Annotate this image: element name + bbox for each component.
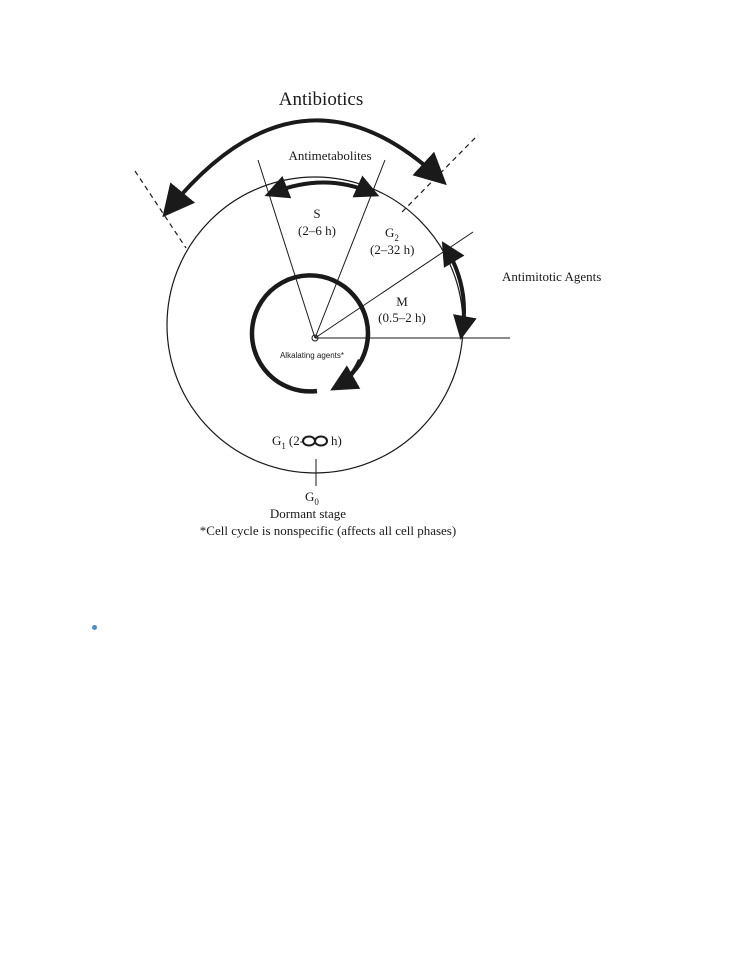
phase-g2-label: $G_2$	[385, 225, 399, 243]
antibiotics-right-dash	[402, 135, 478, 212]
antimetabolites-arrow	[272, 183, 372, 194]
infinity-icon	[303, 437, 327, 446]
phase-g2-duration: (2–32 h)	[370, 242, 415, 257]
antimetabolites-label: Antimetabolites	[288, 148, 372, 163]
inner-circle-arrow	[338, 360, 360, 386]
footnote: *Cell cycle is nonspecific (affects all cell phases)	[199, 523, 457, 538]
phase-m-duration: (0.5–2 h)	[378, 310, 426, 325]
bullet-dot	[92, 625, 97, 630]
phase-g0-label: $G_0$	[305, 489, 319, 507]
antibiotics-left-dash	[135, 171, 186, 248]
antibiotics-arrow	[170, 120, 438, 208]
alkalating-label: Alkalating agents*	[279, 351, 345, 360]
antibiotics-label: Antibiotics	[278, 89, 364, 110]
phase-g1-suffix: h)	[331, 433, 342, 448]
phase-s-duration: (2–6 h)	[298, 223, 336, 238]
phase-m-label: M	[396, 294, 408, 309]
outer-cycle-circle	[167, 177, 463, 473]
phase-g1-label: $G_1$ (2-	[272, 433, 305, 451]
antimitotic-label: Antimitotic Agents	[502, 269, 602, 284]
phase-s-label: S	[313, 206, 321, 221]
dormant-stage-label: Dormant stage	[269, 506, 347, 521]
